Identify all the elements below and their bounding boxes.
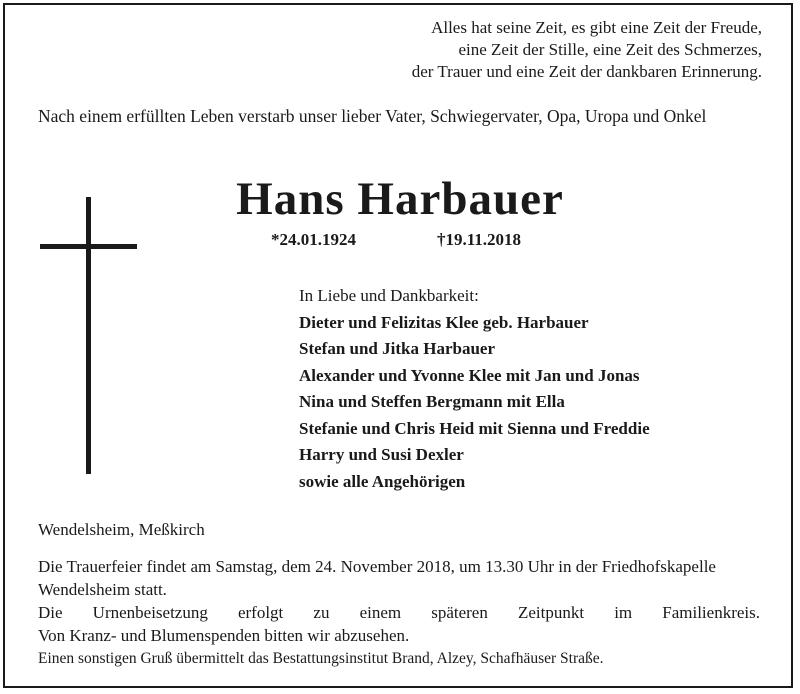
mourner-name: Dieter und Felizitas Klee geb. Harbauer [299,312,589,332]
motto-line: der Trauer und eine Zeit der dankbaren Erinnerung. [411,62,762,81]
mourners-list [299,283,650,495]
cross-horizontal-bar [40,244,137,249]
mourner-name: sowie alle Angehörigen [299,471,466,491]
thanks-line: In Liebe und Dankbarkeit: [299,286,479,305]
mourner-name: Harry und Susi Dexler [299,445,464,464]
mourner-name: Nina und Steffen Bergmann mit Ella [299,392,565,411]
urn-burial-text: Die Urnenbeisetzung erfolgt zu einem späteren Zeitpunkt im Familienkreis. [38,603,760,622]
mourner-name: Alexander und Yvonne Klee mit Jan und Jonas [299,365,640,385]
death-date: †19.11.2018 [437,230,522,249]
mourner-name: Stefan und Jitka Harbauer [299,339,495,358]
funeral-info [38,555,760,670]
funeral-service-text: Die Trauerfeier findet am Samstag, dem 24. November 2018, um 13.30 Uhr in der Friedhofskapelle Wendelsheim statt. [38,557,716,599]
cross-vertical-bar [86,197,91,474]
mourner-name: Stefanie und Chris Heid mit Sienna und Freddie [299,418,650,438]
deceased-name: Hans Harbauer [236,173,564,225]
birth-date: *24.01.1924 [271,230,356,249]
motto-line: eine Zeit der Stille, eine Zeit des Schmerzes, [458,40,762,59]
place-line: Wendelsheim, Meßkirch [38,520,205,539]
greeting-text: Einen sonstigen Gruß übermittelt das Bestattungsinstitut Brand, Alzey, Schafhäuser Straße. [38,650,604,667]
intro-text: Nach einem erfüllten Leben verstarb unser lieber Vater, Schwiegervater, Opa, Uropa und Onkel [38,106,707,126]
motto-quote [412,17,762,83]
motto-line: Alles hat seine Zeit, es gibt eine Zeit der Freude, [431,18,762,37]
flowers-text: Von Kranz- und Blumenspenden bitten wir abzusehen. [38,626,410,645]
